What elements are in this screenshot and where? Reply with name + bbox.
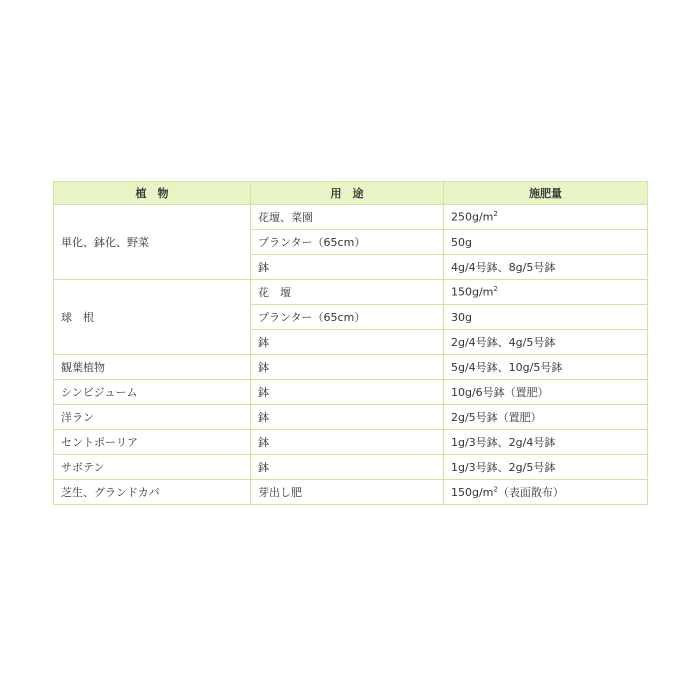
use-cell: 芽出し肥 <box>251 480 444 505</box>
plant-cell: 単化、鉢化、野菜 <box>54 205 251 280</box>
amount-cell <box>444 305 648 330</box>
amount-cell <box>444 205 648 230</box>
amount-value: 5g/4号鉢、10g/5号鉢 <box>451 361 563 374</box>
amount-value: 1g/3号鉢、2g/4号鉢 <box>451 436 556 449</box>
amount-value: 1g/3号鉢、2g/5号鉢 <box>451 461 556 474</box>
amount-cell <box>444 280 648 305</box>
use-cell: 鉢 <box>251 430 444 455</box>
amount-value: 2g/4号鉢、4g/5号鉢 <box>451 336 556 349</box>
use-cell: 鉢 <box>251 255 444 280</box>
table-row <box>54 480 648 505</box>
amount-unit-exponent: 2 <box>493 285 498 294</box>
amount-cell <box>444 430 648 455</box>
plant-cell: セントポーリア <box>54 430 251 455</box>
amount-cell <box>444 380 648 405</box>
use-cell: 鉢 <box>251 330 444 355</box>
header-plant: 植 物 <box>54 182 251 205</box>
plant-cell: 芝生、グランドカバ <box>54 480 251 505</box>
use-cell: プランター（65cm） <box>251 230 444 255</box>
amount-value: 10g/6号鉢（置肥） <box>451 386 549 399</box>
header-use: 用 途 <box>251 182 444 205</box>
table-row <box>54 205 648 230</box>
amount-unit-exponent: 2 <box>493 210 498 219</box>
amount-value: 150g/m <box>451 486 494 499</box>
amount-cell <box>444 355 648 380</box>
amount-value: 4g/4号鉢、8g/5号鉢 <box>451 261 556 274</box>
amount-value: 150g/m <box>451 285 494 299</box>
table-row <box>54 405 648 430</box>
amount-value: 50g <box>451 235 472 249</box>
amount-value: 30g <box>451 310 472 324</box>
table-row <box>54 380 648 405</box>
table-row <box>54 280 648 305</box>
use-cell: 鉢 <box>251 355 444 380</box>
amount-unit-exponent: 2 <box>493 485 498 494</box>
fertilizer-table <box>53 181 648 505</box>
amount-value: 2g/5号鉢（置肥） <box>451 411 542 424</box>
use-cell: 花 壇 <box>251 280 444 305</box>
use-cell: 鉢 <box>251 380 444 405</box>
amount-cell <box>444 405 648 430</box>
header-amount: 施肥量 <box>444 182 648 205</box>
amount-cell <box>444 230 648 255</box>
amount-cell <box>444 480 648 505</box>
amount-cell <box>444 455 648 480</box>
amount-cell <box>444 255 648 280</box>
plant-cell: 観葉植物 <box>54 355 251 380</box>
plant-cell: サボテン <box>54 455 251 480</box>
table-row <box>54 455 648 480</box>
plant-cell: シンビジューム <box>54 380 251 405</box>
use-cell: 鉢 <box>251 455 444 480</box>
use-cell: 花壇、菜園 <box>251 205 444 230</box>
amount-cell <box>444 330 648 355</box>
use-cell: プランター（65cm） <box>251 305 444 330</box>
table-row <box>54 355 648 380</box>
plant-cell: 洋ラン <box>54 405 251 430</box>
amount-value: 250g/m <box>451 210 494 224</box>
table-row <box>54 430 648 455</box>
table-header-row <box>54 182 648 205</box>
use-cell: 鉢 <box>251 405 444 430</box>
amount-note: （表面散布） <box>497 486 564 499</box>
plant-cell: 球 根 <box>54 280 251 355</box>
table-body <box>54 205 648 505</box>
